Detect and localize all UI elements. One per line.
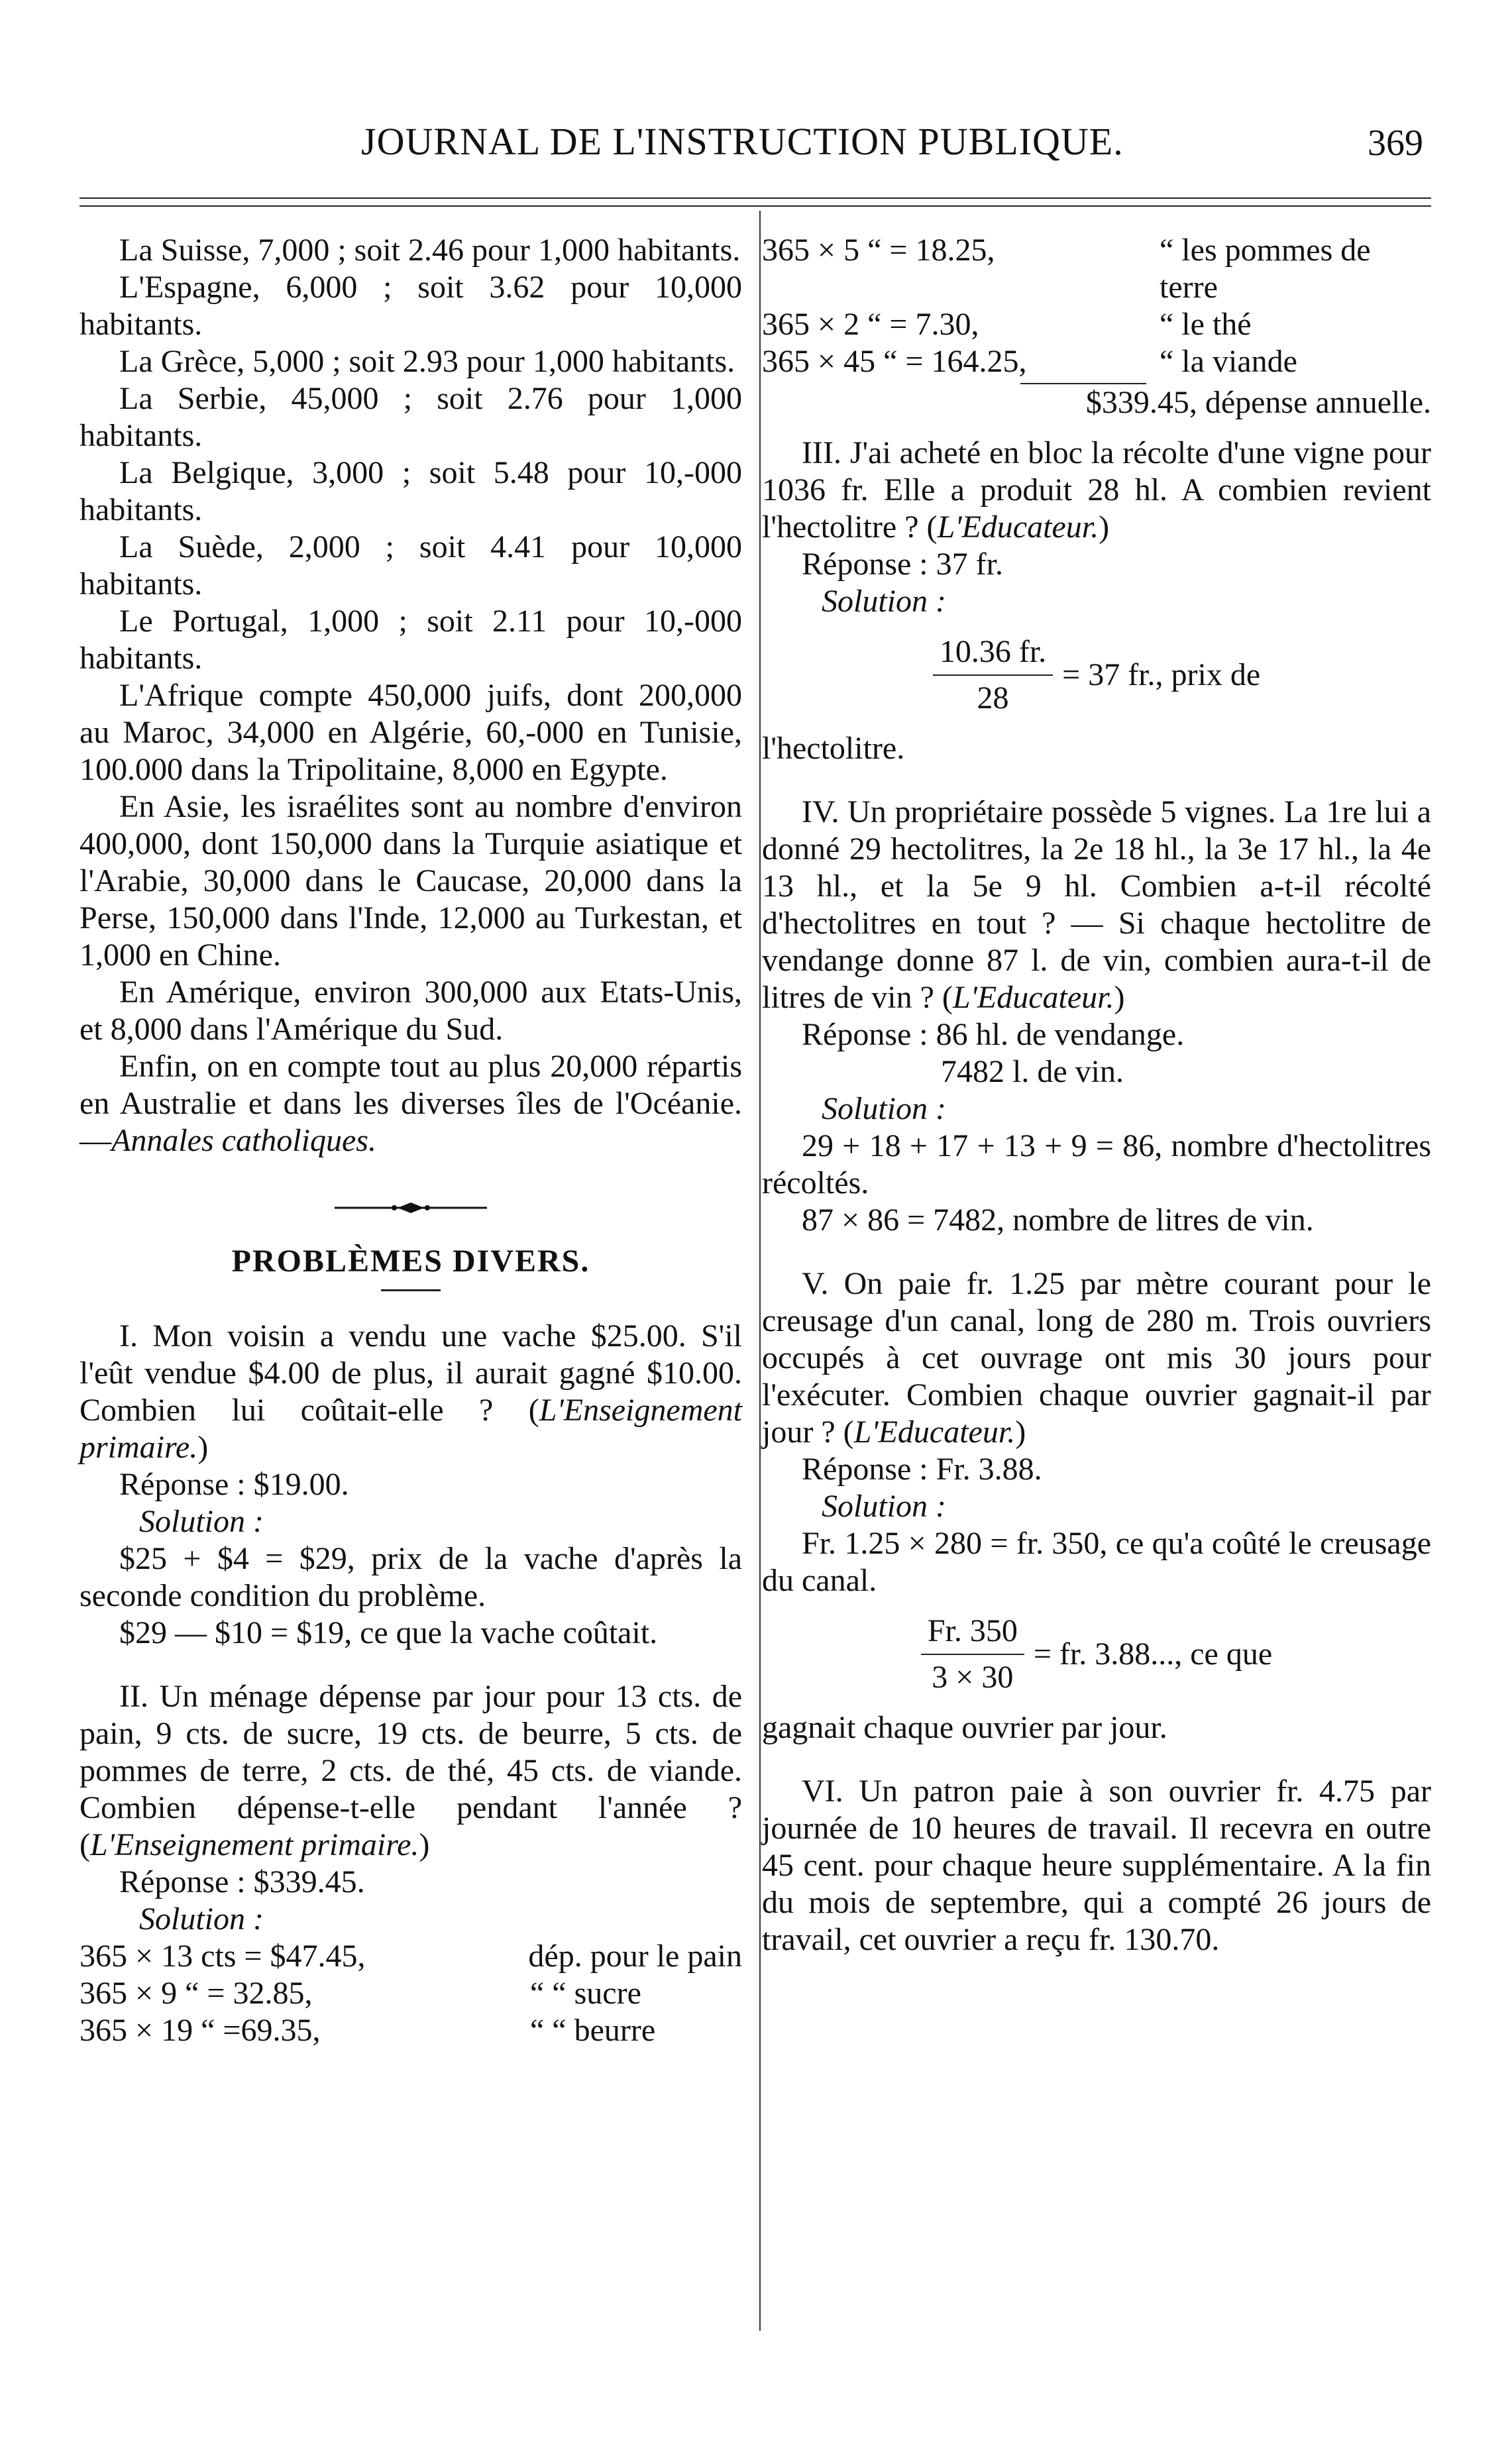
stat-sweden: La Suède, 2,000 ; soit 4.41 pour 10,000 habitants. bbox=[80, 529, 742, 602]
stat-portugal: Le Portugal, 1,000 ; soit 2.11 pour 10,-000 habitants. bbox=[80, 604, 742, 676]
fraction-result: = fr. 3.88..., ce que bbox=[1033, 1636, 1273, 1672]
problem-5: V. On paie fr. 1.25 par mètre courant pour le creusage d'un canal, long de 280 m. Trois ouvriers occupés à cet ouvrage ont mis 30 jours pour l'exécuter. Combien chaque ouvrier gagnait-il par jour ? (L'Educateur.) bbox=[762, 1266, 1431, 1450]
problem-5-fraction bbox=[762, 1613, 1431, 1696]
header-rule-double bbox=[80, 205, 1431, 207]
problem-5-source: L'Educateur. bbox=[853, 1415, 1016, 1450]
calc-row: 365 × 19 “ =69.35, “ “ beurre bbox=[80, 2013, 656, 2048]
problem-4-solution-1: 29 + 18 + 17 + 13 + 9 = 86, nombre d'hectolitres récoltés. bbox=[762, 1128, 1431, 1201]
problem-2-source: L'Enseignement primaire. bbox=[89, 1827, 419, 1862]
problem-4-source: L'Educateur. bbox=[952, 980, 1114, 1015]
problem-3: III. J'ai acheté en bloc la récolte d'une vigne pour 1036 fr. Elle a produit 28 hl. A combien revient l'hectolitre ? (L'Educateur.) bbox=[762, 435, 1431, 545]
stat-africa: L'Afrique compte 450,000 juifs, dont 200,000 au Maroc, 34,000 en Algérie, 60,-000 en Tunisie, 100.000 dans la Tripolitaine, 8,000 en Egypte. bbox=[80, 678, 742, 787]
right-column bbox=[762, 232, 1431, 1958]
problem-4-answer-1: Réponse : 86 hl. de vendange. bbox=[802, 1017, 1185, 1052]
ornament-divider bbox=[80, 1186, 742, 1223]
problem-4: IV. Un propriétaire possède 5 vignes. La 1re lui a donné 29 hectolitres, la 2e 18 hl., la 3e 17 hl., la 4e 13 hl., et la 5e 9 hl. Combien a-t-il récolté d'hectolitres en tout ? — Si chaque hectolitre de vendange donne 87 l. de vin, combien aura-t-il de litres de vin ? (L'Educateur.) bbox=[762, 794, 1431, 1015]
calc-row: 365 × 45 “ = 164.25, “ la viande bbox=[762, 344, 1297, 379]
problem-2-solution-label: Solution : bbox=[139, 1901, 264, 1937]
problem-3-solution-label: Solution : bbox=[822, 584, 946, 619]
problem-1: I. Mon voisin a vendu une vache $25.00. S'il l'eût vendue $4.00 de plus, il aurait gagné $10.00. Combien lui coûtait-elle ? (L'Enseignement primaire.) bbox=[80, 1318, 742, 1465]
stat-switzerland: La Suisse, 7,000 ; soit 2.46 pour 1,000 habitants. bbox=[119, 233, 741, 268]
problem-2-total: $339.45, dépense annuelle. bbox=[1085, 385, 1431, 420]
problem-1-solution-1: $25 + $4 = $29, prix de la vache d'après la seconde condition du problème. bbox=[80, 1541, 742, 1613]
problem-1-answer: Réponse : $19.00. bbox=[119, 1467, 349, 1502]
oceania-text: Enfin, on en compte tout au plus 20,000 répartis en Australie et dans les diverses îles de l'Océanie. — bbox=[80, 1049, 742, 1158]
stat-spain: L'Espagne, 6,000 ; soit 3.62 pour 10,000 habitants. bbox=[80, 270, 742, 342]
section-title-rule bbox=[381, 1289, 441, 1291]
problem-6: VI. Un patron paie à son ouvrier fr. 4.75 par journée de 10 heures de travail. Il recevra en outre 45 cent. pour chaque heure supplémentaire. A la fin du mois de septembre, qui a compté 26 jours de travail, cet ouvrier a reçu fr. 130.70. bbox=[762, 1774, 1431, 1957]
problem-2-answer: Réponse : $339.45. bbox=[119, 1864, 365, 1899]
problem-3-answer: Réponse : 37 fr. bbox=[802, 547, 1003, 582]
section-title: PROBLÈMES DIVERS. bbox=[231, 1244, 590, 1279]
column-divider bbox=[759, 211, 761, 2331]
problem-3-source: L'Educateur. bbox=[937, 509, 1099, 545]
stat-belgium: La Belgique, 3,000 ; soit 5.48 pour 10,-000 habitants. bbox=[80, 455, 742, 527]
problem-5-solution-1: Fr. 1.25 × 280 = fr. 350, ce qu'a coûté le creusage du canal. bbox=[762, 1526, 1431, 1598]
running-title: JOURNAL DE L'INSTRUCTION PUBLIQUE. bbox=[361, 120, 1124, 163]
oceania-source: Annales catholiques. bbox=[111, 1123, 376, 1158]
fraction-result: = 37 fr., prix de bbox=[1062, 657, 1261, 692]
stat-america: En Amérique, environ 300,000 aux Etats-Unis, et 8,000 dans l'Amérique du Sud. bbox=[80, 975, 742, 1047]
problem-4-answer-2: 7482 l. de vin. bbox=[941, 1054, 1124, 1089]
page-number: 369 bbox=[1368, 123, 1423, 164]
problem-4-solution-label: Solution : bbox=[822, 1091, 946, 1126]
fraction-denominator: 3 × 30 bbox=[932, 1660, 1014, 1695]
calc-row: 365 × 9 “ = 32.85, “ “ sucre bbox=[80, 1976, 641, 2011]
page-header bbox=[0, 119, 1512, 172]
calc-row: 365 × 13 cts = $47.45, dép. pour le pain bbox=[80, 1939, 742, 1974]
problem-1-solution-label: Solution : bbox=[139, 1504, 264, 1539]
problem-5-answer: Réponse : Fr. 3.88. bbox=[802, 1452, 1042, 1487]
problem-5-solution-label: Solution : bbox=[822, 1489, 946, 1524]
fraction-denominator: 28 bbox=[977, 680, 1009, 716]
header-rule bbox=[80, 197, 1431, 199]
stat-asia: En Asie, les israélites sont au nombre d'environ 400,000, dont 150,000 dans la Turquie asiatique et l'Arabie, 30,000 dans le Caucase, 20,000 dans la Perse, 150,000 dans l'Inde, 12,000 au Turkestan, et 1,000 en Chine. bbox=[80, 789, 742, 973]
left-column bbox=[80, 232, 742, 2049]
stat-serbia: La Serbie, 45,000 ; soit 2.76 pour 1,000 habitants. bbox=[80, 381, 742, 453]
problem-3-fraction bbox=[762, 633, 1431, 717]
fraction-numerator: 10.36 fr. bbox=[939, 634, 1047, 669]
problem-1-solution-2: $29 — $10 = $19, ce que la vache coûtait. bbox=[119, 1615, 658, 1650]
problem-1-source: L'Enseignement primaire. bbox=[80, 1393, 742, 1465]
stat-oceania bbox=[80, 1048, 742, 1159]
problem-4-solution-2: 87 × 86 = 7482, nombre de litres de vin. bbox=[802, 1202, 1314, 1238]
fraction-numerator: Fr. 350 bbox=[927, 1613, 1018, 1648]
problem-3-after: l'hectolitre. bbox=[762, 731, 905, 766]
problem-5-after: gagnait chaque ouvrier par jour. bbox=[762, 1710, 1167, 1745]
stat-greece: La Grèce, 5,000 ; soit 2.93 pour 1,000 habitants. bbox=[119, 344, 735, 379]
problem-2: II. Un ménage dépense par jour pour 13 cts. de pain, 9 cts. de sucre, 19 cts. de beurre, 5 cts. de pommes de terre, 2 cts. de thé, 45 cts. de viande. Combien dépense-t-elle pendant l'année ? (L'Enseignement primaire.) bbox=[80, 1679, 742, 1862]
calc-row: 365 × 5 “ = 18.25, “ les pommes de terre bbox=[762, 233, 1371, 305]
calc-row: 365 × 2 “ = 7.30, “ le thé bbox=[762, 307, 1252, 342]
ornament-icon bbox=[335, 1201, 487, 1214]
